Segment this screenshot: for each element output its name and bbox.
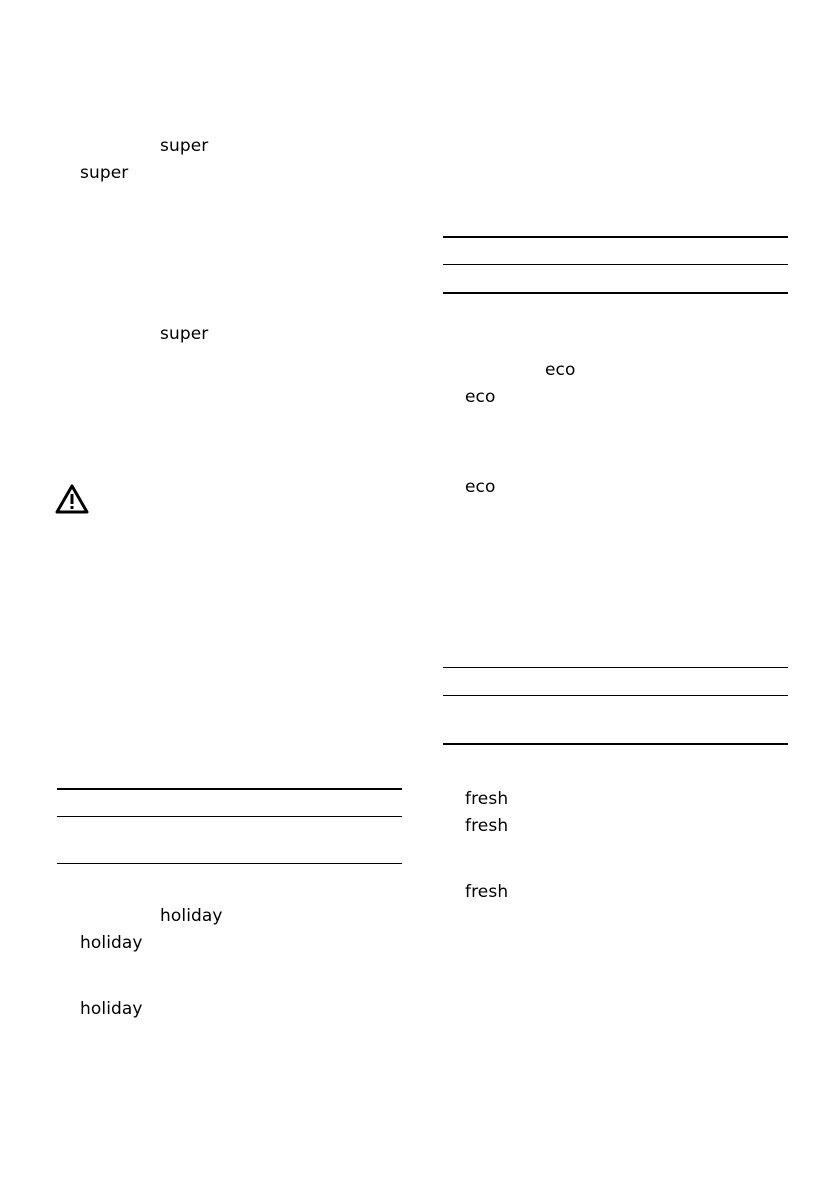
table-rule (443, 264, 788, 265)
mode-label-super: super (80, 163, 129, 183)
table-rule (443, 743, 788, 745)
warning-triangle-icon (55, 484, 89, 514)
mode-label-fresh: fresh (465, 789, 509, 809)
table-rule (443, 667, 788, 668)
mode-label-fresh: fresh (465, 882, 509, 902)
mode-label-eco: eco (465, 387, 496, 407)
mode-label-eco: eco (465, 477, 496, 497)
table-rule (57, 788, 402, 790)
mode-label-holiday: holiday (160, 906, 223, 926)
mode-label-fresh: fresh (465, 816, 509, 836)
mode-label-super: super (160, 136, 209, 156)
table-rule (443, 236, 788, 238)
mode-label-eco: eco (545, 360, 576, 380)
table-rule (443, 695, 788, 696)
table-rule (57, 816, 402, 817)
mode-label-holiday: holiday (80, 999, 143, 1019)
table-rule (57, 863, 402, 864)
mode-label-super: super (160, 324, 209, 344)
table-rule (443, 292, 788, 294)
mode-label-holiday: holiday (80, 933, 143, 953)
